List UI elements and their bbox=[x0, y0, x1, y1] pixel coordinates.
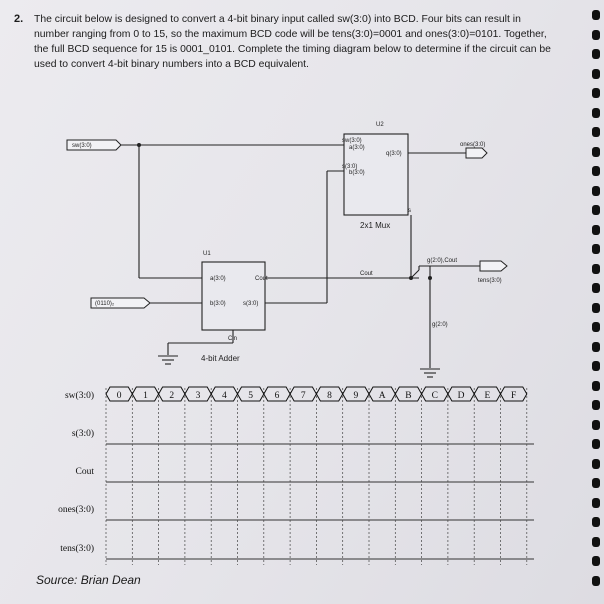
sw-value: A bbox=[378, 391, 386, 401]
mux-ref: U2 bbox=[376, 122, 384, 128]
sw-value: B bbox=[405, 391, 412, 401]
sw-value: 3 bbox=[195, 391, 201, 401]
adder-pin-cin: Cin bbox=[228, 336, 238, 342]
tens-label: tens(3:0) bbox=[478, 278, 502, 284]
signal-label: s(3:0) bbox=[71, 429, 94, 439]
adder-pin-a: a(3:0) bbox=[210, 276, 226, 282]
sw-input-label: sw(3:0) bbox=[72, 143, 92, 149]
adder-ref: U1 bbox=[203, 251, 211, 257]
signal-label: tens(3:0) bbox=[60, 544, 94, 554]
mux-pin-s: s bbox=[408, 208, 411, 214]
sw-value: 4 bbox=[221, 391, 227, 401]
sw-value: C bbox=[431, 391, 438, 401]
signal-label: ones(3:0) bbox=[58, 505, 94, 515]
sw-value: 7 bbox=[300, 391, 306, 401]
sw-value: 6 bbox=[274, 391, 280, 401]
sw-value: E bbox=[484, 391, 491, 401]
sw-value: 9 bbox=[353, 391, 359, 401]
adder-name: 4-bit Adder bbox=[201, 354, 240, 363]
mux-name: 2x1 Mux bbox=[360, 221, 391, 230]
adder-pin-b: b(3:0) bbox=[210, 301, 226, 307]
sw-value: 1 bbox=[143, 391, 148, 401]
tens-bus-label: g(2:0),Cout bbox=[427, 258, 458, 264]
source-credit: Source: Brian Dean bbox=[36, 573, 141, 587]
const-input-label: (0110)₂ bbox=[95, 301, 115, 307]
ones-label: ones(3:0) bbox=[460, 142, 486, 148]
signal-label: sw(3:0) bbox=[64, 391, 94, 401]
sw-value: 8 bbox=[327, 391, 332, 401]
mux-sw-wire-label: sw(3:0) bbox=[342, 138, 362, 144]
sw-value: 0 bbox=[116, 391, 122, 401]
mux-pin-b: b(3:0) bbox=[349, 170, 365, 176]
problem-number: 2. bbox=[14, 13, 24, 25]
sw-value: D bbox=[457, 391, 465, 401]
problem-text: The circuit below is designed to convert a 4-bit binary input called sw(3:0) into BCD. Four bits can result in number ranging from 0 to 15, so the maximum BCD code will be tens(3:0)=0001 and ones(3:0)=0101. Together, the full BCD sequence for 15 is 0001_0101. Complete the timing diagram below to determine if the circuit can be used to convert 4-bit binary numbers into a BCD equivalent. bbox=[34, 14, 551, 70]
cout-wire-label: Cout bbox=[360, 271, 373, 277]
mux-pin-q: q(3:0) bbox=[386, 151, 402, 157]
ground-bus-label: g(2:0) bbox=[432, 322, 448, 328]
sw-value: 2 bbox=[169, 391, 175, 401]
adder-pin-s: s(3:0) bbox=[243, 301, 259, 307]
sw-value: F bbox=[511, 391, 517, 401]
mux-s-wire-label: s(3:0) bbox=[342, 164, 358, 170]
signal-label: Cout bbox=[75, 467, 94, 477]
adder-pin-cout: Cout bbox=[255, 276, 268, 282]
mux-pin-a: a(3:0) bbox=[349, 145, 365, 151]
sw-value: 5 bbox=[248, 391, 254, 401]
